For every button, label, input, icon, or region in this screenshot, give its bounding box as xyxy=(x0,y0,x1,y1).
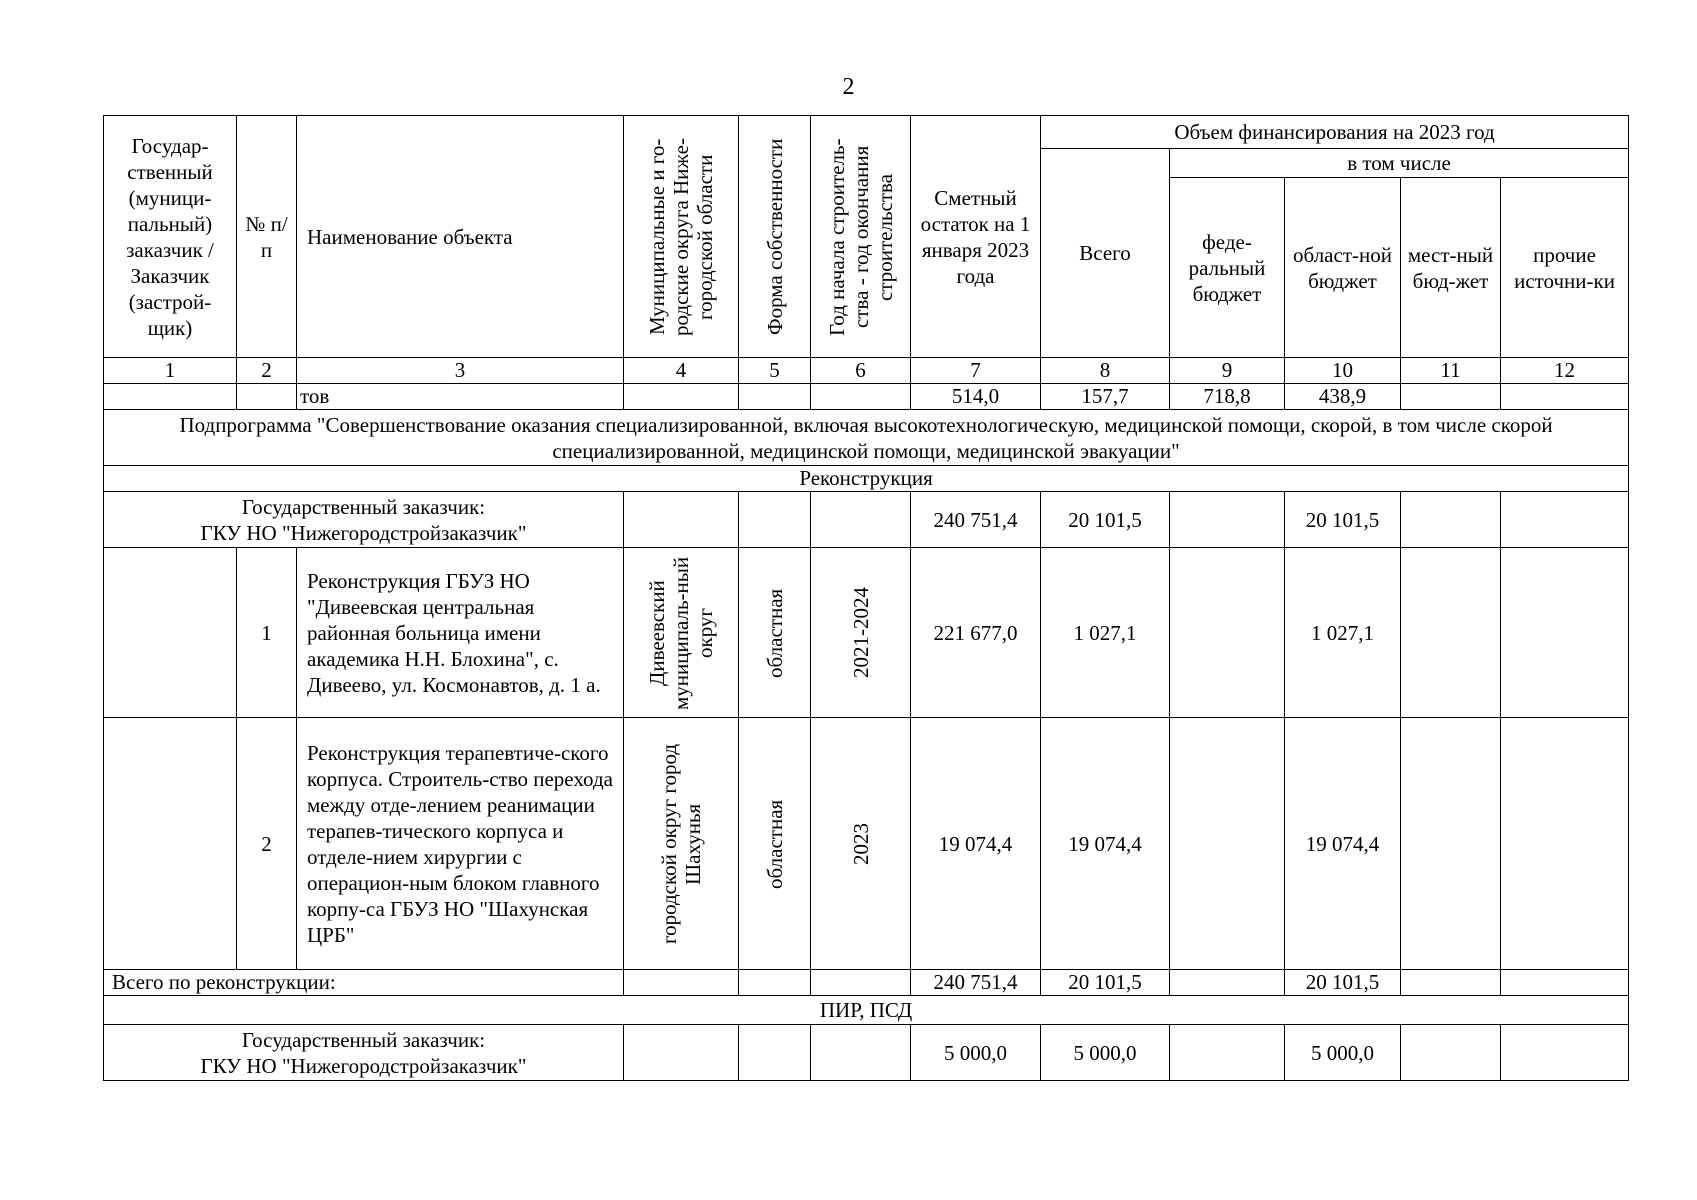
item-years-text: 2023 xyxy=(848,822,873,865)
section-reconstruction: Реконструкция xyxy=(104,466,1629,492)
header-including: в том числе xyxy=(1170,149,1629,178)
financing-table xyxy=(103,115,1629,1081)
customer-regional: 5 000,0 xyxy=(1285,1025,1401,1081)
header-total: Всего xyxy=(1041,149,1170,358)
subprogram-title: Подпрограмма "Совершенствование оказания специализированной, включая высокотехнологическую, медицинской помощи, скорой, в том числе скорой специализированной, медицинской помощи, медицинской эвакуации" xyxy=(104,410,1629,466)
item-ownership-text: областная xyxy=(762,587,787,678)
customer-label-line1: Государственный заказчик: xyxy=(241,1027,486,1052)
item-balance: 19 074,4 xyxy=(911,718,1041,970)
customer-label-line2: ГКУ НО "Нижегородстройзаказчик" xyxy=(200,520,527,545)
total-balance: 240 751,4 xyxy=(911,970,1041,996)
header-local: мест-ный бюд-жет xyxy=(1401,178,1501,358)
header-financing-group: Объем финансирования на 2023 год xyxy=(1041,116,1629,149)
table-row xyxy=(104,548,1629,718)
total-label: Всего по реконструкции: xyxy=(104,970,624,996)
customer-label xyxy=(104,492,624,548)
header-balance: Сметный остаток на 1 января 2023 года xyxy=(911,116,1041,358)
total-regional: 20 101,5 xyxy=(1285,970,1401,996)
col-number: 9 xyxy=(1170,358,1285,384)
carry-over-row xyxy=(104,384,1629,410)
item-name: Реконструкция ГБУЗ НО "Дивеевская центральная районная больница имени академика Н.Н. Блохина", с. Дивеево, ул. Космонавтов, д. 1 а. xyxy=(297,548,624,718)
carry-regional: 438,9 xyxy=(1285,384,1401,410)
col-number: 12 xyxy=(1501,358,1629,384)
subprogram-row xyxy=(104,410,1629,466)
item-years xyxy=(811,718,911,970)
customer-label-line2: ГКУ НО "Нижегородстройзаказчик" xyxy=(200,1053,527,1078)
item-balance: 221 677,0 xyxy=(911,548,1041,718)
customer-label xyxy=(104,1025,624,1081)
item-years-text: 2021-2024 xyxy=(848,587,873,678)
item-municipality-text: городской округ город Шахунья xyxy=(657,743,705,944)
header-object-name: Наименование объекта xyxy=(297,116,624,358)
col-number: 7 xyxy=(911,358,1041,384)
carry-name: тов xyxy=(297,384,624,410)
header-row-1 xyxy=(104,116,1629,149)
customer-row xyxy=(104,1025,1629,1081)
header-ownership-text: Форма собственности xyxy=(762,138,787,335)
customer-total: 5 000,0 xyxy=(1041,1025,1170,1081)
header-ownership xyxy=(739,116,811,358)
header-customer: Государ-ственный (муници-пальный) заказчик / Заказчик (застрой-щик) xyxy=(104,116,237,358)
customer-regional: 20 101,5 xyxy=(1285,492,1401,548)
item-regional: 1 027,1 xyxy=(1285,548,1401,718)
col-number: 10 xyxy=(1285,358,1401,384)
column-number-row xyxy=(104,358,1629,384)
item-ownership xyxy=(739,548,811,718)
header-municipality xyxy=(624,116,739,358)
carry-total: 157,7 xyxy=(1041,384,1170,410)
col-number: 4 xyxy=(624,358,739,384)
item-years xyxy=(811,548,911,718)
carry-balance: 514,0 xyxy=(911,384,1041,410)
item-num: 1 xyxy=(237,548,297,718)
col-number: 6 xyxy=(811,358,911,384)
col-number: 1 xyxy=(104,358,237,384)
header-regional: област-ной бюджет xyxy=(1285,178,1401,358)
item-name: Реконструкция терапевтиче-ского корпуса. Строитель-ство перехода между отде-лением реанимации терапев-тического корпуса и отделе-нием хирургии с операцион-ным блоком главного корпу-са ГБУЗ НО "Шахунская ЦРБ" xyxy=(297,718,624,970)
total-row xyxy=(104,970,1629,996)
header-other: прочие источни-ки xyxy=(1501,178,1629,358)
item-num: 2 xyxy=(237,718,297,970)
col-number: 8 xyxy=(1041,358,1170,384)
col-number: 5 xyxy=(739,358,811,384)
item-regional: 19 074,4 xyxy=(1285,718,1401,970)
carry-federal: 718,8 xyxy=(1170,384,1285,410)
customer-total: 20 101,5 xyxy=(1041,492,1170,548)
item-municipality-text: Дивеевский муниципаль-ный округ xyxy=(645,555,717,710)
section-pir: ПИР, ПСД xyxy=(104,996,1629,1025)
customer-balance: 5 000,0 xyxy=(911,1025,1041,1081)
section-row xyxy=(104,466,1629,492)
item-ownership xyxy=(739,718,811,970)
col-number: 2 xyxy=(237,358,297,384)
header-municipality-text: Муниципальные и го-родские округа Ниже-городской области xyxy=(645,137,717,336)
section-row xyxy=(104,996,1629,1025)
item-total: 19 074,4 xyxy=(1041,718,1170,970)
customer-balance: 240 751,4 xyxy=(911,492,1041,548)
header-num: № п/п xyxy=(237,116,297,358)
item-municipality xyxy=(624,548,739,718)
header-federal: феде-ральный бюджет xyxy=(1170,178,1285,358)
customer-row xyxy=(104,492,1629,548)
table-row xyxy=(104,718,1629,970)
header-years xyxy=(811,116,911,358)
item-ownership-text: областная xyxy=(762,798,787,889)
header-years-text: Год начала строитель-ства - год окончания строительства xyxy=(824,137,897,336)
total-total: 20 101,5 xyxy=(1041,970,1170,996)
col-number: 11 xyxy=(1401,358,1501,384)
item-municipality xyxy=(624,718,739,970)
customer-label-line1: Государственный заказчик: xyxy=(241,494,486,519)
col-number: 3 xyxy=(297,358,624,384)
item-total: 1 027,1 xyxy=(1041,548,1170,718)
page-number: 2 xyxy=(842,74,855,100)
